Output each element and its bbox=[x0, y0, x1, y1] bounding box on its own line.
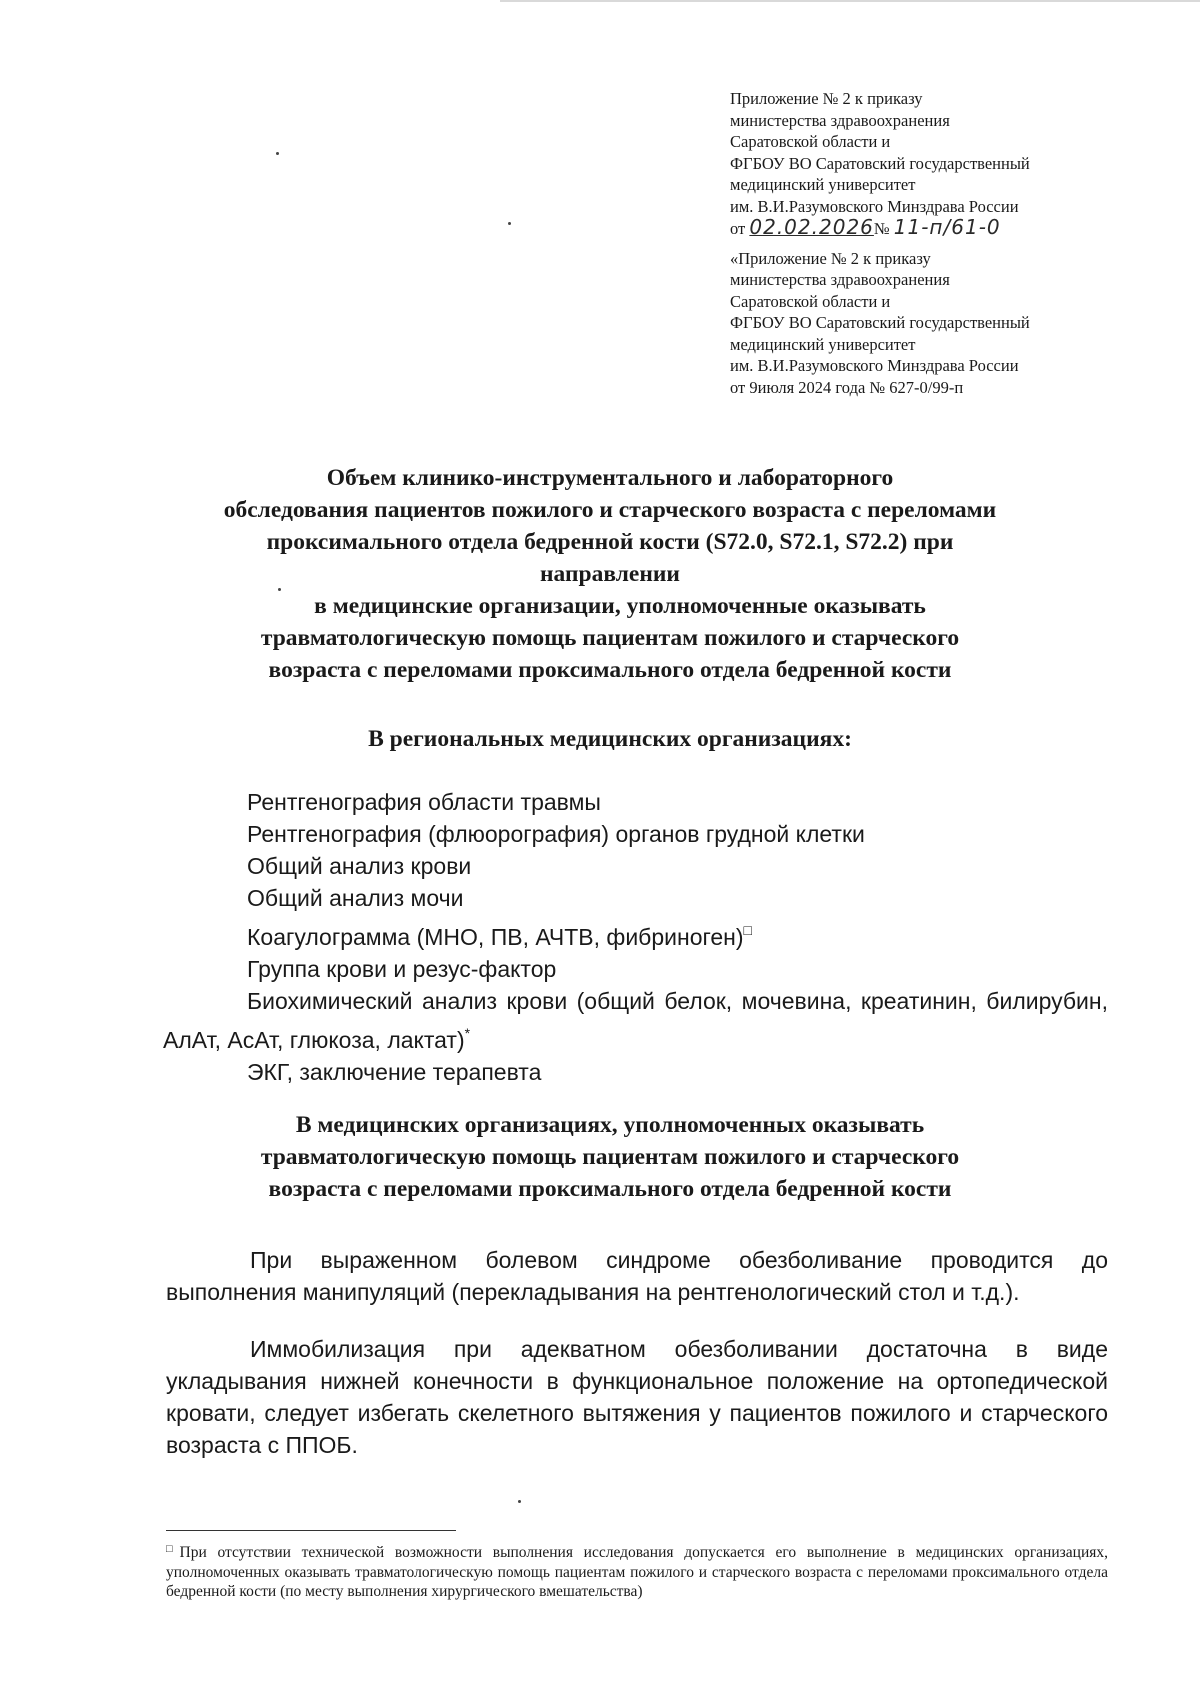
asterisk-mark: * bbox=[464, 1025, 471, 1041]
title-line: Объем клинико-инструментального и лабораторного bbox=[326, 465, 894, 491]
signed-order-line bbox=[730, 217, 1170, 240]
from-prefix: от bbox=[730, 219, 746, 238]
scan-speck bbox=[508, 222, 511, 225]
handwritten-date: 02.02.2026 bbox=[749, 215, 874, 239]
scan-edge-line bbox=[500, 0, 1200, 2]
header-line: им. В.И.Разумовского Минздрава России bbox=[730, 356, 1019, 375]
header-line: им. В.И.Разумовского Минздрава России bbox=[730, 196, 1019, 216]
title-line: направлении bbox=[540, 561, 680, 587]
header-line: ФГБОУ ВО Саратовский государственный bbox=[730, 153, 1030, 173]
footnote-text: При отсутствии технической возможности выполнения исследования допускается его выполнение в медицинских организациях, уполномоченных оказывать травматологическую помощь пациентам пожилого и старческого возраста с переломами проксимального отдела бедренной кости (по месту выполнения хирургического вмешательства) bbox=[166, 1544, 1108, 1600]
title-line: проксимального отдела бедренной кости (S72.0, S72.1, S72.2) при bbox=[266, 529, 954, 555]
handwritten-number: 11-п/61-0 bbox=[893, 215, 1001, 239]
list-item bbox=[163, 914, 1108, 953]
appendix-header bbox=[730, 88, 1170, 398]
heading-line: травматологическую помощь пациентам пожилого и старческого bbox=[260, 1144, 960, 1170]
document-title bbox=[120, 462, 1100, 686]
header-line: «Приложение № 2 к приказу bbox=[730, 248, 931, 268]
spacer bbox=[730, 240, 1170, 248]
list-item bbox=[163, 985, 1108, 1056]
list-item: Общий анализ крови bbox=[247, 853, 472, 879]
list-item: ЭКГ, заключение терапевта bbox=[247, 1059, 542, 1085]
header-line: министерства здравоохранения bbox=[730, 110, 950, 130]
header-line: министерства здравоохранения bbox=[730, 270, 950, 289]
footnote-reference: □ bbox=[743, 922, 752, 938]
section-heading-regional: В региональных медицинских организациях: bbox=[368, 726, 852, 752]
heading-line: возраста с переломами проксимального отдела бедренной кости bbox=[268, 1176, 952, 1202]
list-item: Общий анализ мочи bbox=[247, 885, 464, 911]
header-line: медицинский университет bbox=[730, 334, 916, 354]
heading-line: В медицинских организациях, уполномоченных оказывать bbox=[295, 1112, 925, 1138]
footnote-mark: □ bbox=[166, 1543, 180, 1555]
header-line: медицинский университет bbox=[730, 175, 916, 194]
list-item: Рентгенография области травмы bbox=[247, 789, 601, 815]
footnote bbox=[166, 1540, 1108, 1602]
paragraph-analgesia: При выраженном болевом синдроме обезболивание проводится до выполнения манипуляций (перекладывания на рентгенологический стол и т.д.). bbox=[166, 1247, 1108, 1305]
list-item-text: Коагулограмма (МНО, ПВ, АЧТВ, фибриноген) bbox=[247, 924, 744, 950]
list-item-text: Биохимический анализ крови (общий белок, мочевина, креатинин, билирубин, АлАт, АсАт, глюкоза, лактат) bbox=[163, 988, 1108, 1053]
header-line: от 9июля 2024 года № 627-0/99-п bbox=[730, 377, 964, 397]
paragraph-immobilization: Иммобилизация при адекватном обезболивании достаточна в виде укладывания нижней конечности в функциональное положение на ортопедической кровати, следует избегать скелетного вытяжения у пациентов пожилого и старческого возраста с ППОБ. bbox=[166, 1336, 1108, 1458]
scan-speck bbox=[278, 588, 281, 591]
header-line: Приложение № 2 к приказу bbox=[730, 89, 923, 108]
header-line: Саратовской области и bbox=[730, 132, 891, 151]
title-line: травматологическую помощь пациентам пожилого и старческого bbox=[260, 625, 960, 651]
header-line: Саратовской области и bbox=[730, 291, 891, 311]
title-line: в медицинские организации, уполномоченные оказывать bbox=[314, 593, 926, 619]
section-heading-authorized bbox=[120, 1109, 1100, 1205]
footnote-divider bbox=[166, 1530, 456, 1531]
title-line: возраста с переломами проксимального отдела бедренной кости bbox=[268, 657, 952, 683]
scan-speck bbox=[518, 1500, 521, 1503]
list-item: Рентгенография (флюорография) органов грудной клетки bbox=[247, 821, 865, 847]
examination-list bbox=[163, 786, 1108, 1088]
header-line: ФГБОУ ВО Саратовский государственный bbox=[730, 313, 1030, 332]
list-item: Группа крови и резус-фактор bbox=[247, 956, 557, 982]
scan-speck bbox=[276, 152, 279, 155]
number-sign: № bbox=[873, 219, 890, 238]
title-line: обследования пациентов пожилого и старческого возраста с переломами bbox=[223, 497, 997, 523]
